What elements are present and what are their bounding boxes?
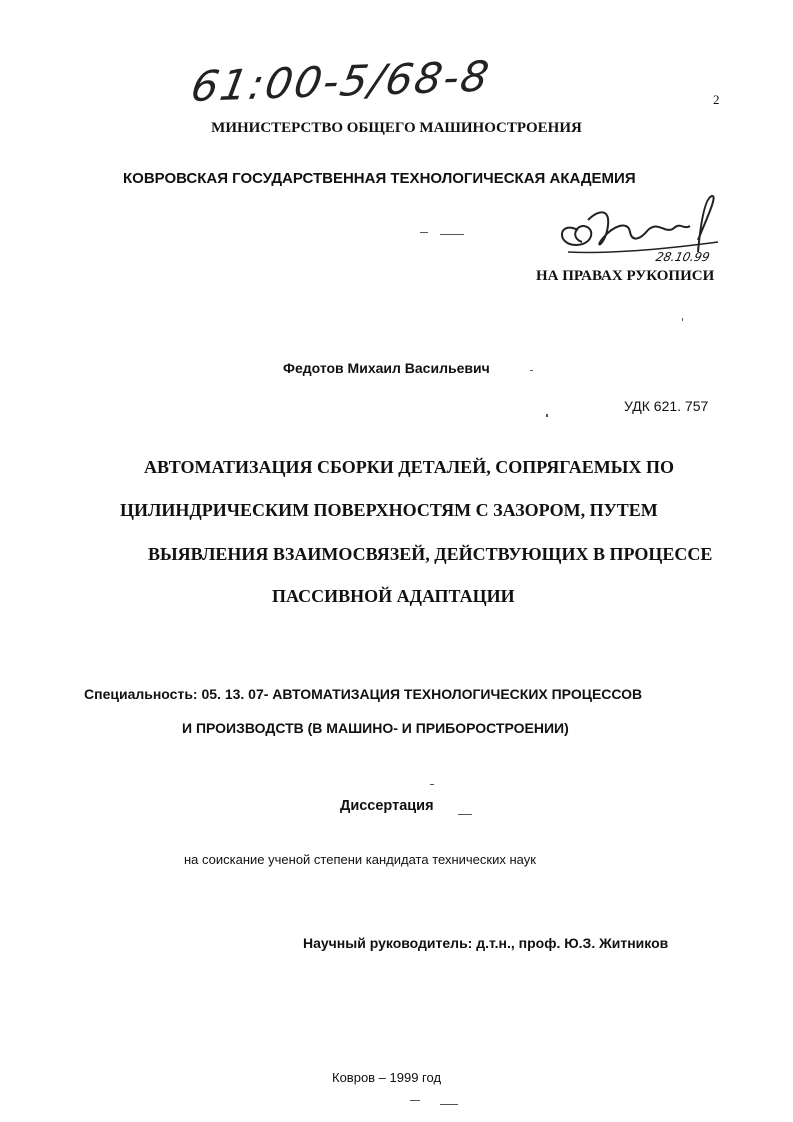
title-line-4: ПАССИВНОЙ АДАПТАЦИИ (272, 586, 515, 606)
rights-note: НА ПРАВАХ РУКОПИСИ (536, 268, 715, 284)
ministry-heading: МИНИСТЕРСТВО ОБЩЕГО МАШИНОСТРОЕНИЯ (211, 120, 582, 136)
author-name: Федотов Михаил Васильевич (283, 360, 490, 376)
title-line-2: ЦИЛИНДРИЧЕСКИМ ПОВЕРХНОСТЯМ С ЗАЗОРОМ, ПУТЕМ (120, 500, 658, 520)
scan-speck (430, 784, 434, 785)
signature-date: 28.10.99 (654, 250, 711, 264)
scan-speck (682, 318, 683, 321)
title-line-1: АВТОМАТИЗАЦИЯ СБОРКИ ДЕТАЛЕЙ, СОПРЯГАЕМЫХ ПО (144, 457, 674, 477)
city-year: Ковров – 1999 год (332, 1070, 442, 1085)
academy-heading: КОВРОВСКАЯ ГОСУДАРСТВЕННАЯ ТЕХНОЛОГИЧЕСКАЯ АКАДЕМИЯ (123, 170, 636, 187)
archive-code-handwritten: 61:00-5/68-8 (187, 51, 495, 111)
scan-speck (410, 1100, 420, 1101)
scientific-advisor: Научный руководитель: д.т.н., проф. Ю.З. Житников (303, 935, 669, 951)
udk-code: УДК 621. 757 (624, 398, 709, 414)
scan-speck (530, 370, 533, 371)
document-type: Диссертация (340, 798, 434, 814)
scan-speck (440, 234, 464, 235)
specialty-line-1: Специальность: 05. 13. 07- АВТОМАТИЗАЦИЯ ТЕХНОЛОГИЧЕСКИХ ПРОЦЕССОВ (84, 686, 643, 702)
specialty-line-2: И ПРОИЗВОДСТВ (В МАШИНО- И ПРИБОРОСТРОЕНИИ) (182, 720, 569, 736)
scan-speck (458, 814, 472, 815)
degree-line: на соискание ученой степени кандидата технических наук (184, 852, 536, 867)
page-number: 2 (713, 92, 720, 107)
scan-speck (420, 232, 428, 233)
title-line-3: ВЫЯВЛЕНИЯ ВЗАИМОСВЯЗЕЙ, ДЕЙСТВУЮЩИХ В ПРОЦЕССЕ (148, 544, 713, 564)
scan-speck (440, 1104, 458, 1105)
scan-speck (546, 414, 548, 417)
